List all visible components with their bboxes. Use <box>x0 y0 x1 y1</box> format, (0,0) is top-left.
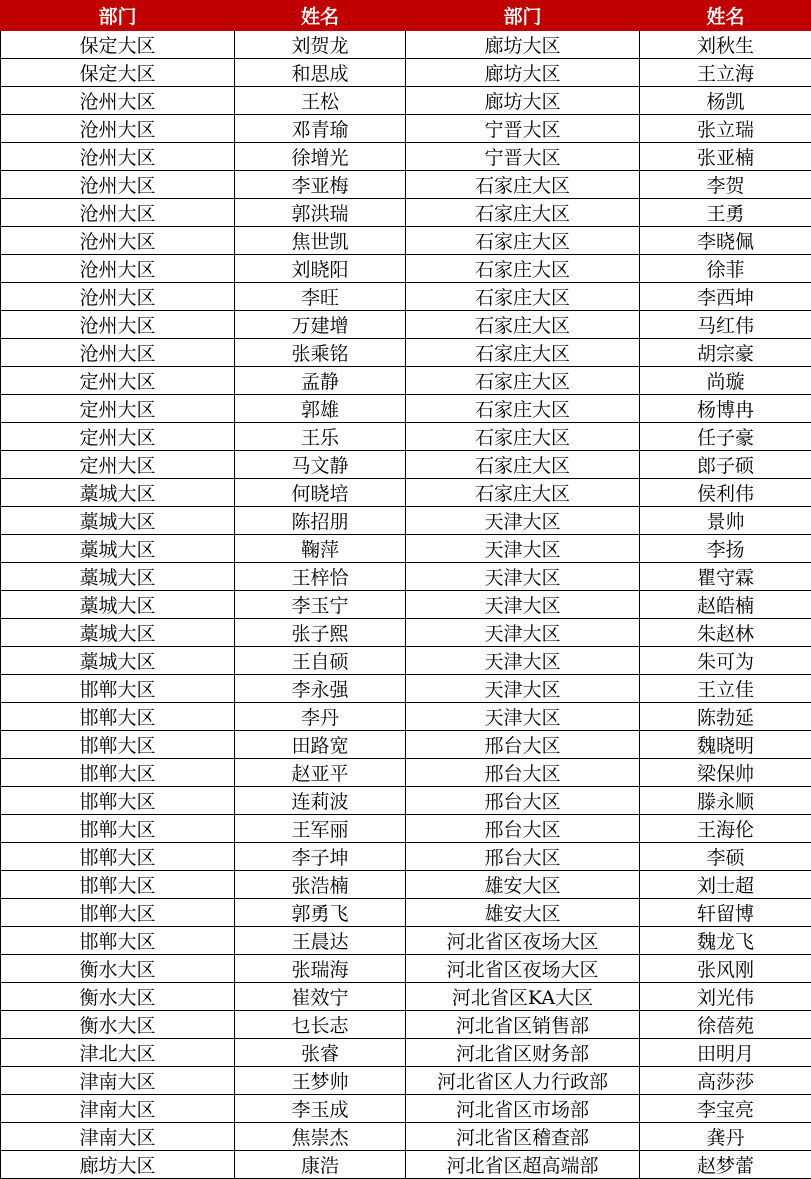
cell-name-2: 朱赵林 <box>640 619 811 647</box>
table-row <box>1 787 811 815</box>
cell-name-1: 王自硕 <box>235 647 406 675</box>
cell-department-1: 保定大区 <box>1 31 235 59</box>
table-row <box>1 339 811 367</box>
table-row <box>1 59 811 87</box>
cell-name-2: 魏晓明 <box>640 731 811 759</box>
table-row <box>1 843 811 871</box>
cell-department-2: 邢台大区 <box>406 843 640 871</box>
cell-name-2: 龚丹 <box>640 1123 811 1151</box>
cell-department-1: 沧州大区 <box>1 115 235 143</box>
table-row <box>1 87 811 115</box>
cell-department-1: 定州大区 <box>1 367 235 395</box>
cell-department-1: 沧州大区 <box>1 227 235 255</box>
header-department-1: 部门 <box>1 1 235 31</box>
cell-department-1: 邯郸大区 <box>1 731 235 759</box>
header-name-1: 姓名 <box>235 1 406 31</box>
cell-department-1: 邯郸大区 <box>1 899 235 927</box>
cell-name-2: 侯利伟 <box>640 479 811 507</box>
cell-name-2: 刘士超 <box>640 871 811 899</box>
cell-name-1: 王乐 <box>235 423 406 451</box>
cell-name-1: 李玉成 <box>235 1095 406 1123</box>
cell-name-1: 张浩楠 <box>235 871 406 899</box>
cell-name-1: 郭洪瑞 <box>235 199 406 227</box>
cell-name-2: 赵梦蕾 <box>640 1151 811 1179</box>
table-row <box>1 703 811 731</box>
cell-name-1: 焦崇杰 <box>235 1123 406 1151</box>
table-row <box>1 1123 811 1151</box>
cell-department-1: 沧州大区 <box>1 283 235 311</box>
cell-name-1: 邓青瑜 <box>235 115 406 143</box>
table-row <box>1 227 811 255</box>
cell-name-1: 赵亚平 <box>235 759 406 787</box>
cell-name-1: 康浩 <box>235 1151 406 1179</box>
cell-name-2: 田明月 <box>640 1039 811 1067</box>
cell-department-2: 天津大区 <box>406 563 640 591</box>
cell-department-2: 天津大区 <box>406 591 640 619</box>
table-row <box>1 1011 811 1039</box>
cell-department-2: 河北省区稽查部 <box>406 1123 640 1151</box>
cell-department-1: 邯郸大区 <box>1 759 235 787</box>
cell-name-2: 李硕 <box>640 843 811 871</box>
table-row <box>1 283 811 311</box>
cell-department-1: 津南大区 <box>1 1095 235 1123</box>
cell-name-2: 任子豪 <box>640 423 811 451</box>
header-row <box>1 1 811 31</box>
cell-name-1: 刘晓阳 <box>235 255 406 283</box>
cell-name-2: 尚璇 <box>640 367 811 395</box>
table-row <box>1 619 811 647</box>
cell-department-1: 藁城大区 <box>1 647 235 675</box>
cell-department-2: 邢台大区 <box>406 787 640 815</box>
cell-name-1: 李永强 <box>235 675 406 703</box>
table-row <box>1 983 811 1011</box>
cell-name-2: 李扬 <box>640 535 811 563</box>
cell-department-1: 藁城大区 <box>1 507 235 535</box>
table-row <box>1 1039 811 1067</box>
cell-department-2: 石家庄大区 <box>406 255 640 283</box>
cell-name-2: 王海伦 <box>640 815 811 843</box>
table-row <box>1 535 811 563</box>
table-row <box>1 731 811 759</box>
cell-department-1: 邯郸大区 <box>1 871 235 899</box>
cell-name-2: 张风刚 <box>640 955 811 983</box>
cell-department-1: 衡水大区 <box>1 955 235 983</box>
cell-department-1: 沧州大区 <box>1 255 235 283</box>
cell-department-2: 河北省区超高端部 <box>406 1151 640 1179</box>
cell-name-1: 张瑞海 <box>235 955 406 983</box>
cell-name-2: 高莎莎 <box>640 1067 811 1095</box>
cell-department-2: 邢台大区 <box>406 815 640 843</box>
table-row <box>1 255 811 283</box>
header-department-2: 部门 <box>406 1 640 31</box>
table-row <box>1 507 811 535</box>
cell-name-2: 梁保帅 <box>640 759 811 787</box>
table-row <box>1 395 811 423</box>
table-row <box>1 423 811 451</box>
cell-department-1: 沧州大区 <box>1 199 235 227</box>
cell-name-1: 郭雄 <box>235 395 406 423</box>
cell-name-1: 刘贺龙 <box>235 31 406 59</box>
cell-name-1: 李玉宁 <box>235 591 406 619</box>
table-row <box>1 451 811 479</box>
cell-department-2: 邢台大区 <box>406 731 640 759</box>
cell-name-1: 王军丽 <box>235 815 406 843</box>
cell-department-1: 衡水大区 <box>1 983 235 1011</box>
cell-name-2: 张立瑞 <box>640 115 811 143</box>
cell-department-1: 津南大区 <box>1 1123 235 1151</box>
table-row <box>1 171 811 199</box>
table-row <box>1 955 811 983</box>
cell-department-2: 石家庄大区 <box>406 479 640 507</box>
cell-name-2: 瞿守霖 <box>640 563 811 591</box>
cell-name-1: 张乘铭 <box>235 339 406 367</box>
table-row <box>1 479 811 507</box>
cell-name-1: 郭勇飞 <box>235 899 406 927</box>
cell-department-2: 石家庄大区 <box>406 311 640 339</box>
cell-department-2: 石家庄大区 <box>406 339 640 367</box>
cell-name-2: 徐菲 <box>640 255 811 283</box>
table-row <box>1 591 811 619</box>
cell-department-2: 宁晋大区 <box>406 143 640 171</box>
header-name-2: 姓名 <box>640 1 811 31</box>
cell-department-1: 藁城大区 <box>1 619 235 647</box>
cell-department-1: 藁城大区 <box>1 535 235 563</box>
table-row <box>1 311 811 339</box>
table-row <box>1 759 811 787</box>
cell-department-1: 沧州大区 <box>1 143 235 171</box>
cell-department-2: 廊坊大区 <box>406 87 640 115</box>
cell-name-2: 徐蓓苑 <box>640 1011 811 1039</box>
cell-name-1: 崔效宁 <box>235 983 406 1011</box>
cell-department-2: 河北省区市场部 <box>406 1095 640 1123</box>
cell-department-2: 廊坊大区 <box>406 31 640 59</box>
cell-department-2: 河北省区夜场大区 <box>406 927 640 955</box>
cell-department-1: 沧州大区 <box>1 87 235 115</box>
cell-department-2: 天津大区 <box>406 507 640 535</box>
cell-department-1: 邯郸大区 <box>1 675 235 703</box>
cell-department-2: 石家庄大区 <box>406 423 640 451</box>
cell-name-1: 张子熙 <box>235 619 406 647</box>
table-row <box>1 871 811 899</box>
table-row <box>1 647 811 675</box>
cell-name-2: 郎子硕 <box>640 451 811 479</box>
cell-name-2: 杨博冉 <box>640 395 811 423</box>
cell-name-2: 刘秋生 <box>640 31 811 59</box>
cell-department-1: 邯郸大区 <box>1 703 235 731</box>
table-row <box>1 31 811 59</box>
cell-department-2: 天津大区 <box>406 647 640 675</box>
cell-department-2: 石家庄大区 <box>406 199 640 227</box>
cell-name-2: 王勇 <box>640 199 811 227</box>
cell-department-1: 沧州大区 <box>1 171 235 199</box>
cell-department-2: 天津大区 <box>406 703 640 731</box>
cell-name-2: 王立佳 <box>640 675 811 703</box>
cell-name-1: 李子坤 <box>235 843 406 871</box>
cell-department-2: 宁晋大区 <box>406 115 640 143</box>
cell-department-2: 天津大区 <box>406 619 640 647</box>
cell-name-1: 王晨达 <box>235 927 406 955</box>
cell-department-1: 定州大区 <box>1 423 235 451</box>
cell-name-1: 张睿 <box>235 1039 406 1067</box>
cell-name-2: 胡宗豪 <box>640 339 811 367</box>
cell-department-1: 定州大区 <box>1 395 235 423</box>
table-row <box>1 199 811 227</box>
cell-department-2: 石家庄大区 <box>406 451 640 479</box>
table-row <box>1 815 811 843</box>
cell-name-2: 李宝亮 <box>640 1095 811 1123</box>
cell-name-1: 王梦帅 <box>235 1067 406 1095</box>
cell-name-1: 孟静 <box>235 367 406 395</box>
cell-department-2: 石家庄大区 <box>406 367 640 395</box>
cell-department-1: 津南大区 <box>1 1067 235 1095</box>
table-body <box>1 31 811 1179</box>
cell-name-1: 李丹 <box>235 703 406 731</box>
cell-name-1: 李亚梅 <box>235 171 406 199</box>
cell-name-2: 陈勃延 <box>640 703 811 731</box>
cell-department-1: 津北大区 <box>1 1039 235 1067</box>
cell-department-1: 藁城大区 <box>1 479 235 507</box>
cell-name-2: 轩留博 <box>640 899 811 927</box>
cell-name-1: 乜长志 <box>235 1011 406 1039</box>
table-row <box>1 115 811 143</box>
cell-department-1: 衡水大区 <box>1 1011 235 1039</box>
cell-name-2: 景帅 <box>640 507 811 535</box>
table-row <box>1 927 811 955</box>
cell-department-2: 天津大区 <box>406 535 640 563</box>
cell-name-2: 马红伟 <box>640 311 811 339</box>
cell-department-2: 邢台大区 <box>406 759 640 787</box>
cell-name-1: 鞠萍 <box>235 535 406 563</box>
cell-name-1: 李旺 <box>235 283 406 311</box>
table-row <box>1 675 811 703</box>
cell-department-2: 河北省区财务部 <box>406 1039 640 1067</box>
cell-name-1: 和思成 <box>235 59 406 87</box>
cell-department-1: 廊坊大区 <box>1 1151 235 1179</box>
table-row <box>1 1095 811 1123</box>
table-row <box>1 367 811 395</box>
cell-department-2: 河北省区人力行政部 <box>406 1067 640 1095</box>
cell-name-1: 王松 <box>235 87 406 115</box>
cell-department-2: 河北省区销售部 <box>406 1011 640 1039</box>
table-row <box>1 899 811 927</box>
cell-name-1: 徐增光 <box>235 143 406 171</box>
cell-department-1: 邯郸大区 <box>1 787 235 815</box>
cell-department-2: 天津大区 <box>406 675 640 703</box>
cell-department-2: 石家庄大区 <box>406 395 640 423</box>
cell-name-2: 刘光伟 <box>640 983 811 1011</box>
cell-department-1: 沧州大区 <box>1 311 235 339</box>
cell-department-2: 石家庄大区 <box>406 171 640 199</box>
cell-name-2: 滕永顺 <box>640 787 811 815</box>
cell-name-1: 田路宽 <box>235 731 406 759</box>
cell-department-1: 定州大区 <box>1 451 235 479</box>
table-row <box>1 563 811 591</box>
cell-department-2: 石家庄大区 <box>406 283 640 311</box>
cell-name-1: 焦世凯 <box>235 227 406 255</box>
cell-department-1: 藁城大区 <box>1 563 235 591</box>
cell-name-1: 连莉波 <box>235 787 406 815</box>
cell-name-1: 万建增 <box>235 311 406 339</box>
cell-department-1: 保定大区 <box>1 59 235 87</box>
cell-department-2: 石家庄大区 <box>406 227 640 255</box>
cell-department-1: 藁城大区 <box>1 591 235 619</box>
cell-department-2: 河北省区KA大区 <box>406 983 640 1011</box>
cell-department-2: 廊坊大区 <box>406 59 640 87</box>
cell-name-1: 马文静 <box>235 451 406 479</box>
cell-name-1: 何晓培 <box>235 479 406 507</box>
cell-name-2: 王立海 <box>640 59 811 87</box>
cell-department-2: 河北省区夜场大区 <box>406 955 640 983</box>
cell-name-1: 王梓恰 <box>235 563 406 591</box>
cell-department-1: 邯郸大区 <box>1 815 235 843</box>
cell-department-1: 邯郸大区 <box>1 843 235 871</box>
cell-name-1: 陈招朋 <box>235 507 406 535</box>
cell-name-2: 赵皓楠 <box>640 591 811 619</box>
table-row <box>1 143 811 171</box>
cell-department-2: 雄安大区 <box>406 899 640 927</box>
cell-name-2: 李贺 <box>640 171 811 199</box>
cell-department-1: 沧州大区 <box>1 339 235 367</box>
cell-department-1: 邯郸大区 <box>1 927 235 955</box>
cell-name-2: 张亚楠 <box>640 143 811 171</box>
cell-name-2: 魏龙飞 <box>640 927 811 955</box>
cell-name-2: 李晓佩 <box>640 227 811 255</box>
table-row <box>1 1067 811 1095</box>
cell-name-2: 朱可为 <box>640 647 811 675</box>
cell-name-2: 李西坤 <box>640 283 811 311</box>
table-row <box>1 1151 811 1179</box>
cell-department-2: 雄安大区 <box>406 871 640 899</box>
cell-name-2: 杨凯 <box>640 87 811 115</box>
